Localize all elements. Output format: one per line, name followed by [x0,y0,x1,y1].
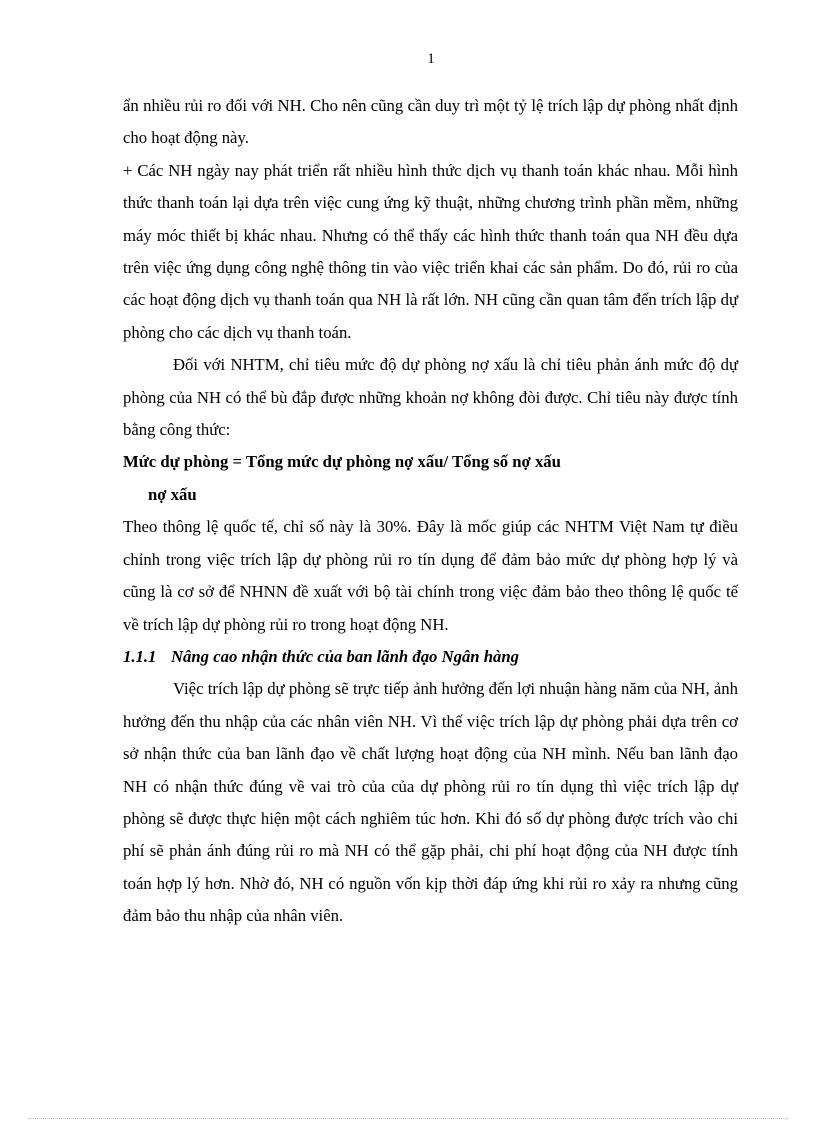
paragraph-nhtm-indicator: Đối với NHTM, chỉ tiêu mức độ dự phòng nợ xấu là chỉ tiêu phản ánh mức độ dự phòng của NH có thể bù đắp được những khoản nợ không đòi được. Chỉ tiêu này được tính bằng công thức: [123,355,738,440]
section-heading-title: Nâng cao nhận thức của ban lãnh đạo Ngân hàng [171,646,520,666]
page-bottom-divider [28,1118,788,1119]
page-number: 1 [427,51,435,67]
paragraph-continuation: ẩn nhiều rủi ro đối với NH. Cho nên cũng cần duy trì một tỷ lệ trích lập dự phòng nhất định cho hoạt động này. [123,96,738,148]
formula-continuation: nợ xấu [148,484,197,504]
paragraph-international-standard: Theo thông lệ quốc tế, chỉ số này là 30%. Đây là mốc giúp các NHTM Việt Nam tự điều chỉnh trong việc trích lập dự phòng rủi ro tín dụng để đảm bảo mức dự phòng hợp lý và cũng là cơ sở để NHNN đề xuất với bộ tài chính trong việc đảm bảo theo thông lệ quốc tế về trích lập dự phòng rủi ro trong hoạt động NH. [123,517,738,634]
document-body [123,90,738,933]
section-heading [123,641,738,673]
paragraph-payment-services: + Các NH ngày nay phát triển rất nhiều hình thức dịch vụ thanh toán khác nhau. Mỗi hình thức thanh toán lại dựa trên việc cung ứng kỹ thuật, những chương trình phần mềm, những máy móc thiết bị khác nhau. Nhưng có thể thấy các hình thức thanh toán qua NH đều dựa trên việc ứng dụng công nghệ thông tin vào việc triển khai các sản phẩm. Do đó, rủi ro của các hoạt động dịch vụ thanh toán qua NH là rất lớn. NH cũng cần quan tâm đến trích lập dự phòng cho các dịch vụ thanh toán. [123,160,738,342]
section-heading-number: 1.1.1 [123,646,157,666]
paragraph-leadership-awareness: Việc trích lập dự phòng sẽ trực tiếp ảnh hưởng đến lợi nhuận hàng năm của NH, ảnh hưởng đến thu nhập của các nhân viên NH. Vì thế việc trích lập dự phòng phải dựa trên cơ sở nhận thức của ban lãnh đạo về chất lượng hoạt động của NH mình. Nếu ban lãnh đạo NH có nhận thức đúng về vai trò của của dự phòng rủi ro tín dụng thì việc trích lập dự phòng sẽ được thực hiện một cách nghiêm túc hơn. Khi đó số dự phòng được trích vào chi phí sẽ phản ánh đúng rủi ro mà NH có thể gặp phải, chi phí hoạt động của NH được tính toán hợp lý hơn. Nhờ đó, NH có nguồn vốn kịp thời đáp ứng khi rủi ro xảy ra nhưng cũng đảm bảo thu nhập của nhân viên. [123,679,738,926]
formula-line: Mức dự phòng = Tổng mức dự phòng nợ xấu/ Tổng số nợ xấu [123,452,561,472]
